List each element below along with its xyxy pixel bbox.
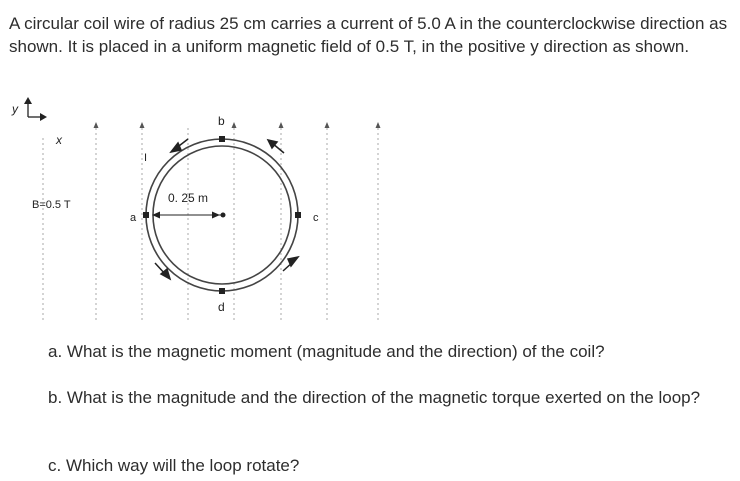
axes-icon	[24, 97, 47, 121]
coil-diagram	[0, 95, 400, 325]
point-b-label: b	[218, 114, 225, 128]
field-label: B=0.5 T	[32, 199, 71, 211]
radius-label: 0. 25 m	[168, 191, 209, 205]
field-arrow-heads	[94, 122, 381, 128]
question-a: a. What is the magnetic moment (magnitude and the direction) of the coil?	[48, 342, 605, 361]
radius-indicator	[152, 212, 226, 219]
question-b: b. What is the magnitude and the direction of the magnetic torque exerted on the loop?	[48, 388, 701, 407]
axis-x-label: x	[56, 133, 62, 147]
problem-statement: A circular coil wire of radius 25 cm carries a current of 5.0 A in the counterclockwise direction as shown. It is placed in a uniform magnetic field of 0.5 T, in the positive y direction as shown.	[9, 14, 728, 56]
current-label: I	[144, 152, 148, 164]
question-c: c. Which way will the loop rotate?	[48, 456, 300, 475]
point-c-label: c	[313, 212, 319, 224]
point-d-label: d	[218, 300, 225, 314]
axis-y-label: y	[12, 102, 18, 116]
point-a-label: a	[130, 212, 137, 224]
field-lines	[43, 127, 378, 320]
